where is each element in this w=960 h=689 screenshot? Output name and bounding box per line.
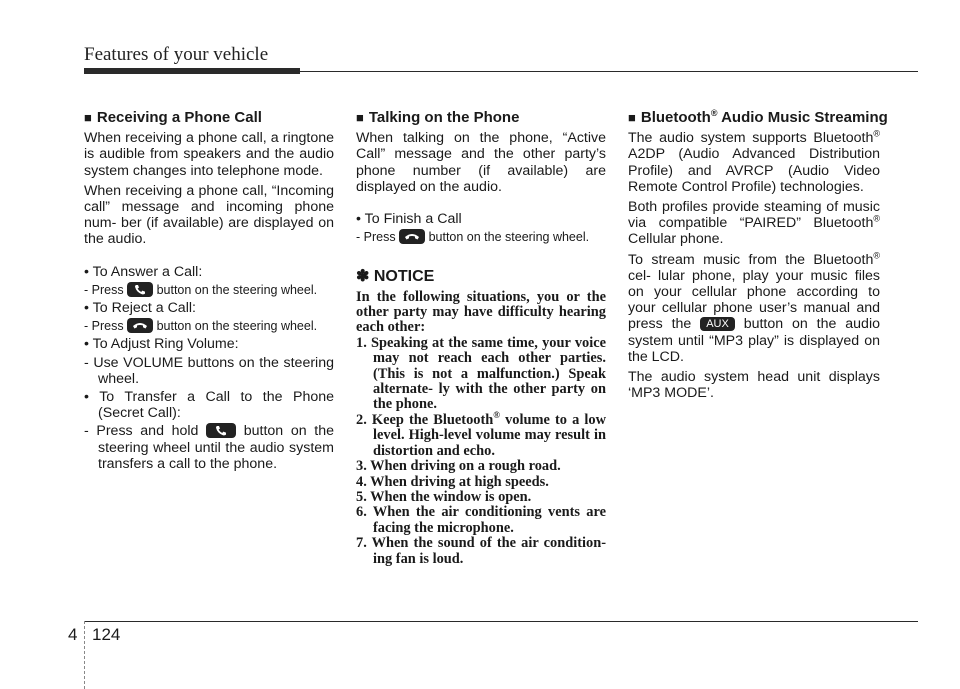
- chapter-number: 4: [68, 625, 78, 644]
- notice-title: ✽ NOTICE: [356, 268, 435, 286]
- notice-item: 7. When the sound of the air condition- ing fan is loud.: [356, 535, 606, 567]
- paragraph: When receiving a phone call, a ringtone is audible from speakers and the audio system changes into telephone mode.: [84, 130, 334, 179]
- step-reject-call: - Press button on the steering wheel.: [84, 319, 318, 334]
- footer-divider: [84, 621, 85, 689]
- end-call-button-icon: [399, 229, 425, 244]
- notice-item: 3. When driving on a rough road.: [356, 458, 561, 475]
- bullet-finish-call: • To Finish a Call: [356, 211, 462, 228]
- paragraph: The audio system head unit displays ‘MP3 MODE’.: [628, 369, 880, 402]
- end-call-button-icon: [127, 318, 153, 333]
- notice-item: 2. Keep the Bluetooth® volume to a low level. High-level volume may result in distortion and echo.: [356, 410, 606, 459]
- notice-item: 1. Speaking at the same time, your voice may not reach each other parties. (This is not a malfunction.) Speak alternate- ly with the other party on the phone.: [356, 334, 606, 413]
- step-transfer-call: - Press and hold button on the steering wheel until the audio system transfers a call to the phone.: [84, 423, 334, 472]
- step-ring-volume: - Use VOLUME buttons on the steering wheel.: [84, 354, 334, 387]
- step-answer-call: - Press button on the steering wheel.: [84, 282, 318, 297]
- paragraph: Both profiles provide steaming of music via compatible “PAIRED” Bluetooth® Cellular phone.: [628, 199, 880, 248]
- paragraph: The audio system supports Bluetooth® A2DP (Audio Advanced Distribution Profile) and AVRCP (Audio Video Remote Control Profile) technologies.: [628, 128, 880, 195]
- step-finish-call: - Press button on the steering wheel.: [356, 230, 590, 245]
- paragraph: When talking on the phone, “Active Call” message and the other party’s phone number (if available) are displayed on the audio.: [356, 130, 606, 195]
- bullet-answer-call: • To Answer a Call:: [84, 263, 203, 280]
- bullet-transfer-call: • To Transfer a Call to the Phone (Secret Call):: [84, 389, 334, 422]
- notice-body: [356, 290, 606, 567]
- bullet-reject-call: • To Reject a Call:: [84, 300, 196, 317]
- column-bluetooth-streaming: [628, 108, 888, 405]
- paragraph: When receiving a phone call, “Incoming call” message and incoming phone num- ber (if available) are displayed on the audio.: [84, 182, 334, 248]
- section-heading-receiving: ■ Receiving a Phone Call: [84, 109, 262, 126]
- column-receiving-call: [84, 110, 334, 474]
- footer-rule: [84, 621, 918, 622]
- notice-intro: In the following situations, you or the other party may have difficulty hearing each other:: [356, 288, 606, 336]
- section-heading-streaming: ■ Bluetooth® Audio Music Streaming: [628, 108, 888, 126]
- notice-item: 5. When the window is open.: [356, 488, 532, 505]
- call-button-icon: [206, 423, 236, 438]
- aux-button: AUX: [700, 317, 735, 331]
- notice-mark-icon: ✽: [356, 268, 370, 286]
- section-heading-talking: ■ Talking on the Phone: [356, 109, 520, 126]
- page-number: 124: [92, 625, 121, 644]
- header-rule: [84, 71, 918, 72]
- paragraph: To stream music from the Bluetooth® cel- lular phone, play your music files on your cellular phone according to your cellular phone user’s manual and press the AUX button on the audio system until “MP3 play” is displayed on the LCD.: [628, 249, 880, 365]
- notice-item: 6. When the air conditioning vents are facing the microphone.: [356, 504, 606, 536]
- page-header-title: Features of your vehicle: [84, 44, 269, 65]
- bullet-ring-volume: • To Adjust Ring Volume:: [84, 336, 239, 353]
- column-talking-phone: [356, 110, 606, 567]
- notice-item: 4. When driving at high speeds.: [356, 473, 549, 490]
- call-button-icon: [127, 282, 153, 297]
